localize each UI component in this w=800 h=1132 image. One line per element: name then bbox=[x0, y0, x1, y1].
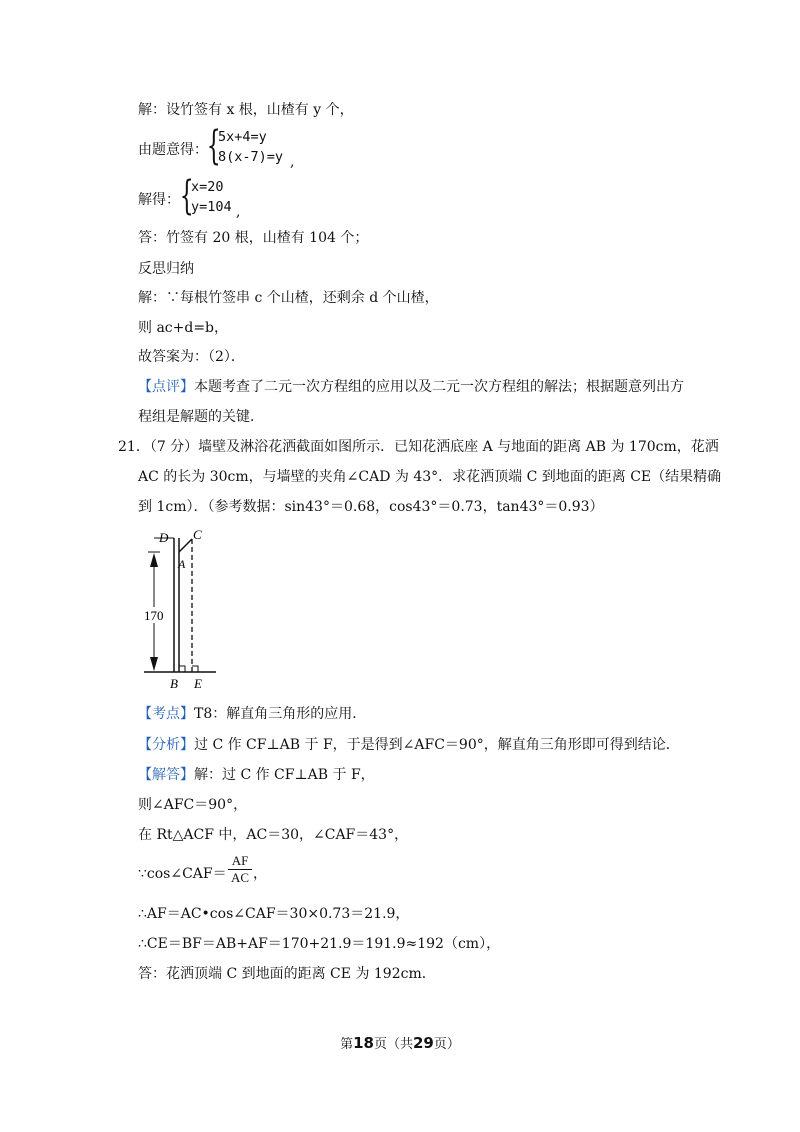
jieda-tag: 【解答】 bbox=[138, 767, 194, 783]
fenxi-tag: 【分析】 bbox=[138, 737, 194, 753]
comma-mark: ， bbox=[253, 866, 267, 882]
answer-step-1: 则∠AFC＝90°， bbox=[138, 797, 248, 813]
solution-line-2-prefix: 由题意得： bbox=[138, 142, 208, 158]
footer-pre: 第 bbox=[340, 1037, 354, 1052]
comment-line-2: 程组是解题的关键． bbox=[138, 409, 264, 425]
label-C: C bbox=[193, 527, 202, 542]
solution-line-3-prefix: 解得： bbox=[138, 192, 180, 208]
solution-line-8: 故答案为：（2）． bbox=[138, 349, 245, 365]
question-21-line-3: 到 1cm）．（参考数据：sin43°＝0.68，cos43°＝0.73，tan43°＝0.93） bbox=[138, 499, 604, 515]
question-21-line-1: 21．（7 分）墙壁及淋浴花洒截面如图所示．已知花洒底座 A 与地面的距离 AB 为 170cm，花洒 bbox=[118, 439, 719, 455]
right-angle-e-icon bbox=[192, 666, 198, 672]
footer-page-number: 18 bbox=[353, 1034, 374, 1052]
answer-step-2: 在 Rt△ACF 中，AC＝30，∠CAF＝43°， bbox=[138, 827, 409, 843]
arrow-up-icon bbox=[150, 553, 158, 567]
comment-tag: 【点评】 bbox=[138, 379, 194, 395]
equation-system-1-b: 8(x-7)=y bbox=[218, 149, 284, 165]
comment-text-1: 本题考查了二元一次方程组的应用以及二元一次方程组的解法；根据题意列出方 bbox=[194, 379, 684, 395]
solution-line-6: 解：∵每根竹签串 c 个山楂，还剩余 d 个山楂， bbox=[138, 290, 439, 306]
solution-line-5: 反思归纳 bbox=[138, 261, 194, 277]
question-21-line-2: AC 的长为 30cm，与墙壁的夹角∠CAD 为 43°．求花洒顶端 C 到地面的距离 CE（结果精确 bbox=[138, 469, 722, 485]
jieda-text: 解：过 C 作 CF⊥AB 于 F， bbox=[194, 767, 375, 783]
answer-step-3-prefix: ∵cos∠CAF＝ bbox=[138, 866, 227, 882]
kaodian-line bbox=[138, 704, 366, 724]
equation-system-2-b: y=104 bbox=[191, 199, 232, 215]
label-A: A bbox=[178, 557, 186, 571]
solution-line-1: 解：设竹签有 x 根，山楂有 y 个， bbox=[138, 102, 354, 118]
comment-line-1 bbox=[138, 377, 684, 397]
footer-total-pages: 29 bbox=[413, 1034, 434, 1052]
footer-post: 页） bbox=[433, 1037, 460, 1052]
equation-system-2-a: x=20 bbox=[191, 179, 224, 195]
fraction-denominator: AC bbox=[230, 870, 250, 885]
answer-step-6: 答：花洒顶端 C 到地面的距离 CE 为 192cm． bbox=[138, 966, 436, 982]
fenxi-text: 过 C 作 CF⊥AB 于 F，于是得到∠AFC＝90°，解直角三角形即可得到结论． bbox=[194, 737, 680, 753]
label-170: 170 bbox=[144, 608, 164, 623]
fraction-af-ac bbox=[228, 854, 252, 885]
shower-arm-line bbox=[179, 539, 192, 552]
page-footer bbox=[0, 1033, 800, 1052]
label-B: B bbox=[170, 676, 178, 691]
jieda-line bbox=[138, 765, 375, 785]
kaodian-text: T8：解直角三角形的应用． bbox=[194, 706, 367, 722]
label-D: D bbox=[159, 530, 169, 545]
footer-mid: 页（共 bbox=[373, 1037, 413, 1052]
comma-mark: , bbox=[290, 154, 295, 170]
equation-system-1-a: 5x+4=y bbox=[218, 129, 267, 145]
comma-mark: , bbox=[236, 204, 241, 220]
solution-line-4: 答：竹签有 20 根，山楂有 104 个； bbox=[138, 230, 369, 246]
answer-step-5: ∴CE＝BF＝AB+AF＝170+21.9＝191.9≈192（cm）， bbox=[138, 936, 501, 952]
fraction-numerator: AF bbox=[231, 853, 249, 868]
label-E: E bbox=[194, 676, 202, 691]
left-brace-icon: { bbox=[179, 173, 194, 219]
answer-step-4: ∴AF＝AC•cos∠CAF＝30×0.73＝21.9， bbox=[138, 906, 410, 922]
left-brace-icon: { bbox=[206, 123, 221, 169]
arrow-down-icon bbox=[150, 657, 158, 671]
shower-figure bbox=[140, 525, 230, 695]
kaodian-tag: 【考点】 bbox=[138, 706, 194, 722]
right-angle-b-icon bbox=[179, 666, 185, 672]
solution-line-7: 则 ac+d=b， bbox=[138, 320, 229, 336]
fenxi-line bbox=[138, 735, 680, 755]
